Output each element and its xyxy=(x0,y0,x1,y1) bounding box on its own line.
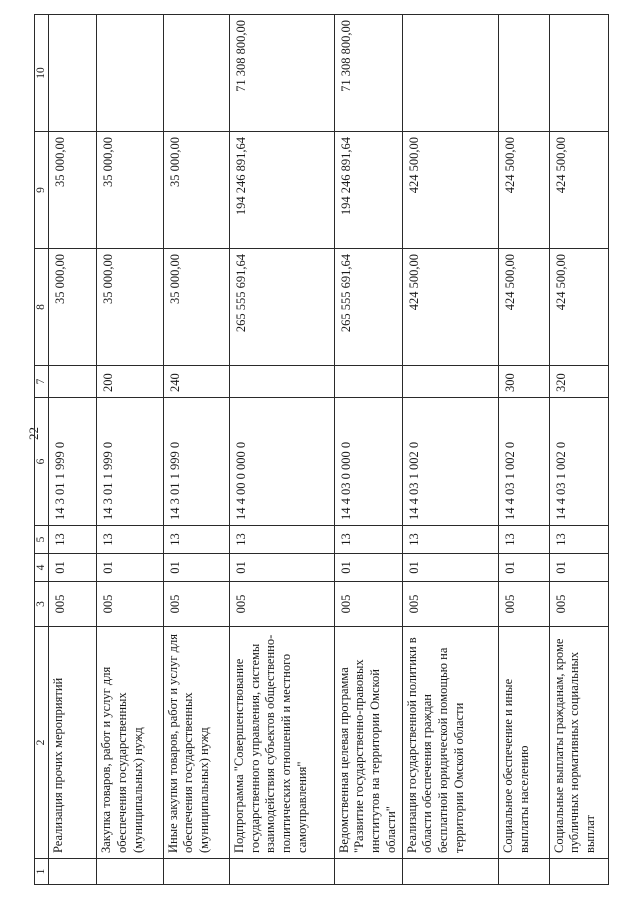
code-cell: 13 xyxy=(230,526,335,554)
description-cell: Подпрограмма "Совершенствование государственного управления, системы взаимодействия субъектов общественно-политических отношений и местного самоуправления" xyxy=(230,627,335,859)
amount-cell: 35 000,00 xyxy=(97,132,163,249)
expense-type-cell xyxy=(49,366,97,398)
code-cell: 005 xyxy=(163,582,229,627)
amount-cell: 424 500,00 xyxy=(402,132,499,249)
code-cell: 005 xyxy=(230,582,335,627)
row-number-cell xyxy=(97,859,163,885)
row-number-cell xyxy=(163,859,229,885)
amount-cell: 194 246 891,64 xyxy=(230,132,335,249)
expense-type-cell xyxy=(402,366,499,398)
code-cell: 13 xyxy=(499,526,549,554)
expense-type-cell: 320 xyxy=(549,366,608,398)
column-header: 5 xyxy=(35,526,49,554)
classifier-code-cell: 14 3 01 1 999 0 xyxy=(163,398,229,526)
expense-type-cell: 300 xyxy=(499,366,549,398)
expense-type-cell xyxy=(230,366,335,398)
amount-cell: 424 500,00 xyxy=(499,132,549,249)
table-row xyxy=(49,15,97,885)
table-row xyxy=(549,15,608,885)
row-number-cell xyxy=(549,859,608,885)
code-cell: 13 xyxy=(49,526,97,554)
amount-cell: 35 000,00 xyxy=(163,132,229,249)
amount-cell xyxy=(97,15,163,132)
column-header: 3 xyxy=(35,582,49,627)
page-number: 22 xyxy=(26,427,41,440)
column-header: 1 xyxy=(35,859,49,885)
code-cell: 01 xyxy=(549,554,608,582)
description-cell: Социальные выплаты гражданам, кроме публичных нормативных социальных выплат xyxy=(549,627,608,859)
classifier-code-cell: 14 4 03 1 002 0 xyxy=(499,398,549,526)
amount-cell xyxy=(402,15,499,132)
table-row xyxy=(499,15,549,885)
column-header: 2 xyxy=(35,627,49,859)
amount-cell xyxy=(499,15,549,132)
code-cell: 01 xyxy=(97,554,163,582)
expense-type-cell: 200 xyxy=(97,366,163,398)
row-number-cell xyxy=(49,859,97,885)
budget-table xyxy=(34,14,609,885)
amount-cell: 424 500,00 xyxy=(499,249,549,366)
amount-cell: 35 000,00 xyxy=(49,249,97,366)
header-row xyxy=(35,15,49,885)
description-cell: Иные закупки товаров, работ и услуг для обеспечения государственных (муниципальных) нужд xyxy=(163,627,229,859)
code-cell: 13 xyxy=(549,526,608,554)
amount-cell: 265 555 691,64 xyxy=(334,249,402,366)
row-number-cell xyxy=(499,859,549,885)
expense-type-cell xyxy=(334,366,402,398)
code-cell: 005 xyxy=(334,582,402,627)
amount-cell: 35 000,00 xyxy=(49,132,97,249)
column-header: 4 xyxy=(35,554,49,582)
row-number-cell xyxy=(230,859,335,885)
column-header: 6 xyxy=(35,398,49,526)
code-cell: 01 xyxy=(163,554,229,582)
amount-cell: 71 308 800,00 xyxy=(230,15,335,132)
code-cell: 01 xyxy=(334,554,402,582)
amount-cell xyxy=(49,15,97,132)
amount-cell: 424 500,00 xyxy=(549,132,608,249)
amount-cell: 35 000,00 xyxy=(97,249,163,366)
code-cell: 13 xyxy=(402,526,499,554)
table-row xyxy=(163,15,229,885)
column-header: 10 xyxy=(35,15,49,132)
column-header: 7 xyxy=(35,366,49,398)
table-row xyxy=(230,15,335,885)
classifier-code-cell: 14 4 03 1 002 0 xyxy=(402,398,499,526)
amount-cell: 265 555 691,64 xyxy=(230,249,335,366)
code-cell: 005 xyxy=(499,582,549,627)
expense-type-cell: 240 xyxy=(163,366,229,398)
column-header: 9 xyxy=(35,132,49,249)
description-cell: Социальное обеспечение и иные выплаты населению xyxy=(499,627,549,859)
code-cell: 005 xyxy=(97,582,163,627)
description-cell: Реализация прочих мероприятий xyxy=(49,627,97,859)
code-cell: 01 xyxy=(402,554,499,582)
classifier-code-cell: 14 4 03 0 000 0 xyxy=(334,398,402,526)
amount-cell: 424 500,00 xyxy=(402,249,499,366)
amount-cell xyxy=(549,15,608,132)
description-cell: Ведомственная целевая программа "Развитие государственно-правовых институтов на территории Омской области" xyxy=(334,627,402,859)
budget-table-container xyxy=(34,15,609,885)
description-cell: Реализация государственной политики в области обеспечения граждан бесплатной юридической помощью на территории Омской области xyxy=(402,627,499,859)
classifier-code-cell: 14 3 01 1 999 0 xyxy=(49,398,97,526)
classifier-code-cell: 14 3 01 1 999 0 xyxy=(97,398,163,526)
table-row xyxy=(97,15,163,885)
amount-cell xyxy=(163,15,229,132)
row-number-cell xyxy=(402,859,499,885)
classifier-code-cell: 14 4 00 0 000 0 xyxy=(230,398,335,526)
amount-cell: 71 308 800,00 xyxy=(334,15,402,132)
code-cell: 13 xyxy=(97,526,163,554)
amount-cell: 35 000,00 xyxy=(163,249,229,366)
code-cell: 005 xyxy=(49,582,97,627)
table-row xyxy=(402,15,499,885)
code-cell: 13 xyxy=(334,526,402,554)
column-header: 8 xyxy=(35,249,49,366)
amount-cell: 194 246 891,64 xyxy=(334,132,402,249)
code-cell: 01 xyxy=(49,554,97,582)
description-cell: Закупка товаров, работ и услуг для обеспечения государственных (муниципальных) нужд xyxy=(97,627,163,859)
code-cell: 01 xyxy=(499,554,549,582)
classifier-code-cell: 14 4 03 1 002 0 xyxy=(549,398,608,526)
code-cell: 01 xyxy=(230,554,335,582)
code-cell: 005 xyxy=(549,582,608,627)
row-number-cell xyxy=(334,859,402,885)
code-cell: 13 xyxy=(163,526,229,554)
amount-cell: 424 500,00 xyxy=(549,249,608,366)
table-row xyxy=(334,15,402,885)
code-cell: 005 xyxy=(402,582,499,627)
